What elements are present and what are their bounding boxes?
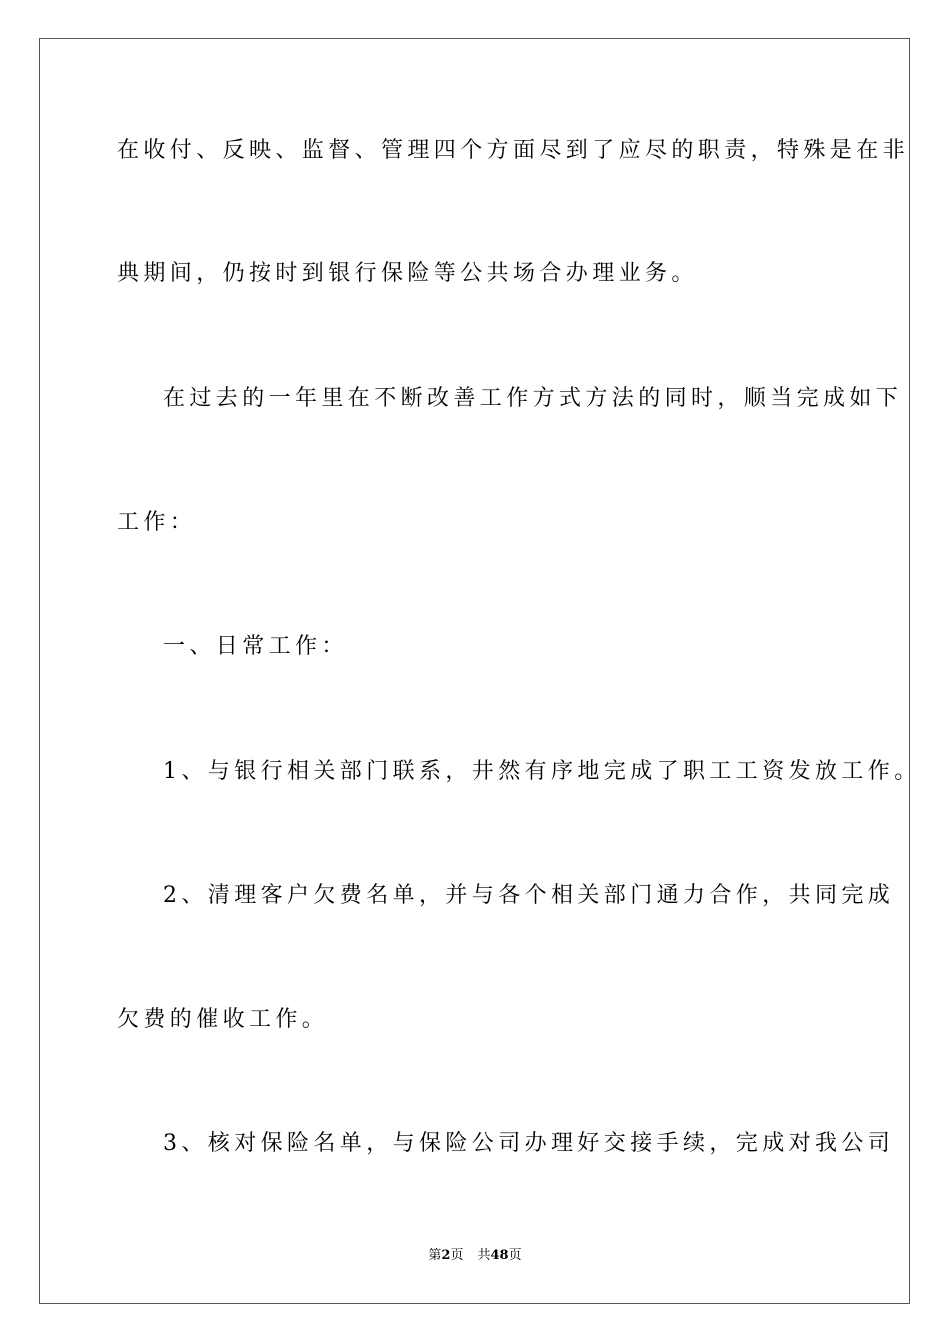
page-suffix: 页	[450, 1248, 464, 1263]
total-pages: 48	[490, 1248, 509, 1263]
page-frame	[39, 38, 910, 1304]
paragraph-line-1: 在收付、反映、监督、管理四个方面尽到了应尽的职责，特殊是在非	[117, 138, 910, 163]
paragraph-line-3: 在过去的一年里在不断改善工作方式方法的同时，顺当完成如下	[163, 386, 903, 411]
total-prefix: 共	[477, 1248, 491, 1263]
list-item-2: 2、清理客户欠费名单，并与各个相关部门通力合作，共同完成	[163, 883, 895, 908]
total-suffix: 页	[508, 1248, 522, 1263]
page-number: 2	[441, 1248, 451, 1263]
list-item-1: 1、与银行相关部门联系，井然有序地完成了职工工资发放工作。	[163, 759, 921, 784]
list-item-2-continued: 欠费的催收工作。	[117, 1007, 329, 1032]
list-item-3: 3、核对保险名单，与保险公司办理好交接手续，完成对我公司	[163, 1131, 895, 1156]
page-prefix: 第	[428, 1248, 442, 1263]
paragraph-line-4: 工作：	[117, 510, 197, 535]
section-heading-daily-work: 一、日常工作：	[163, 634, 348, 659]
page-footer	[0, 1247, 950, 1265]
paragraph-line-2: 典期间，仍按时到银行保险等公共场合办理业务。	[117, 261, 698, 286]
